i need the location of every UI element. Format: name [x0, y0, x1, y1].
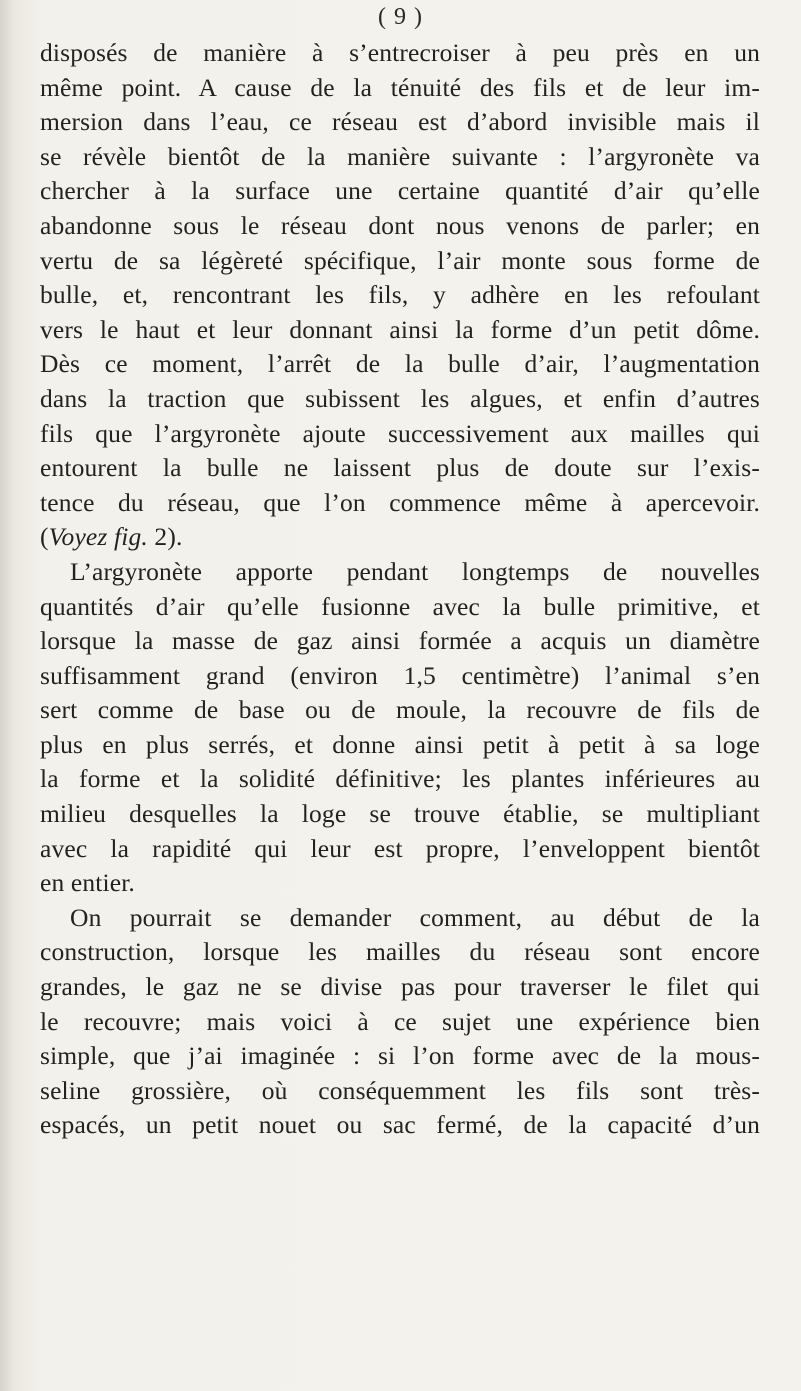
text-line: simple, que j’ai imaginée : si l’on forme avec de la mous- [40, 1041, 760, 1071]
text-line-segment: 2). [147, 522, 183, 552]
text-line: milieu desquelles la loge se trouve établie, se multipliant [40, 799, 760, 829]
text-line-italic-segment: Voyez fig. [48, 522, 148, 552]
text-line: espacés, un petit nouet ou sac fermé, de la capacité d’un [40, 1110, 760, 1140]
text-line: grandes, le gaz ne se divise pas pour traverser le filet qui [40, 972, 760, 1002]
text-line: L’argyronète apporte pendant longtemps de nouvelles [70, 556, 760, 586]
page-number: ( 9 ) [378, 4, 423, 30]
text-line: Dès ce moment, l’arrêt de la bulle d’air, l’augmentation [40, 349, 760, 379]
text-line: mersion dans l’eau, ce réseau est d’abord invisible mais il [40, 107, 760, 137]
text-line: abandonne sous le réseau dont nous venons de parler; en [40, 210, 760, 240]
text-line: avec la rapidité qui leur est propre, l’enveloppent bientôt [40, 833, 760, 863]
text-line: disposés de manière à s’entrecroiser à peu près en un [40, 38, 760, 67]
text-line: bulle, et, rencontrant les fils, y adhère en les refoulant [40, 280, 760, 310]
text-line-segment: ( [40, 522, 49, 552]
text-line: quantités d’air qu’elle fusionne avec la bulle primitive, et [40, 591, 760, 621]
text-line: la forme et la solidité définitive; les plantes inférieures au [40, 764, 760, 794]
text-line: suffisamment grand (environ 1,5 centimètre) l’animal s’en [40, 660, 760, 690]
text-line: dans la traction que subissent les algues, et enfin d’autres [40, 383, 760, 413]
text-line: plus en plus serrés, et donne ainsi petit à petit à sa loge [40, 729, 760, 759]
page-gutter-shadow [0, 0, 12, 1391]
text-line: lorsque la masse de gaz ainsi formée a acquis un diamètre [40, 626, 760, 656]
text-line: entourent la bulle ne laissent plus de doute sur l’exis- [40, 453, 760, 483]
text-line: sert comme de base ou de moule, la recouvre de fils de [40, 695, 760, 725]
text-line: se révèle bientôt de la manière suivante : l’argyronète va [40, 141, 760, 171]
text-line: en entier. [40, 868, 135, 898]
text-line: chercher à la surface une certaine quantité d’air qu’elle [40, 176, 760, 206]
text-line: construction, lorsque les mailles du réseau sont encore [40, 937, 760, 967]
text-line: tence du réseau, que l’on commence même à apercevoir. [40, 487, 760, 517]
text-line: même point. A cause de la ténuité des fils et de leur im- [40, 72, 760, 102]
body-text [40, 36, 760, 1143]
text-line [40, 520, 760, 555]
text-line: vertu de sa légèreté spécifique, l’air monte sous forme de [40, 245, 760, 275]
text-line: fils que l’argyronète ajoute successivement aux mailles qui [40, 418, 760, 448]
text-line: On pourrait se demander comment, au début de la [70, 902, 760, 932]
text-line: vers le haut et leur donnant ainsi la forme d’un petit dôme. [40, 314, 760, 344]
text-line: le recouvre; mais voici à ce sujet une expérience bien [40, 1006, 760, 1036]
text-line: seline grossière, où conséquemment les fils sont très- [40, 1075, 760, 1105]
